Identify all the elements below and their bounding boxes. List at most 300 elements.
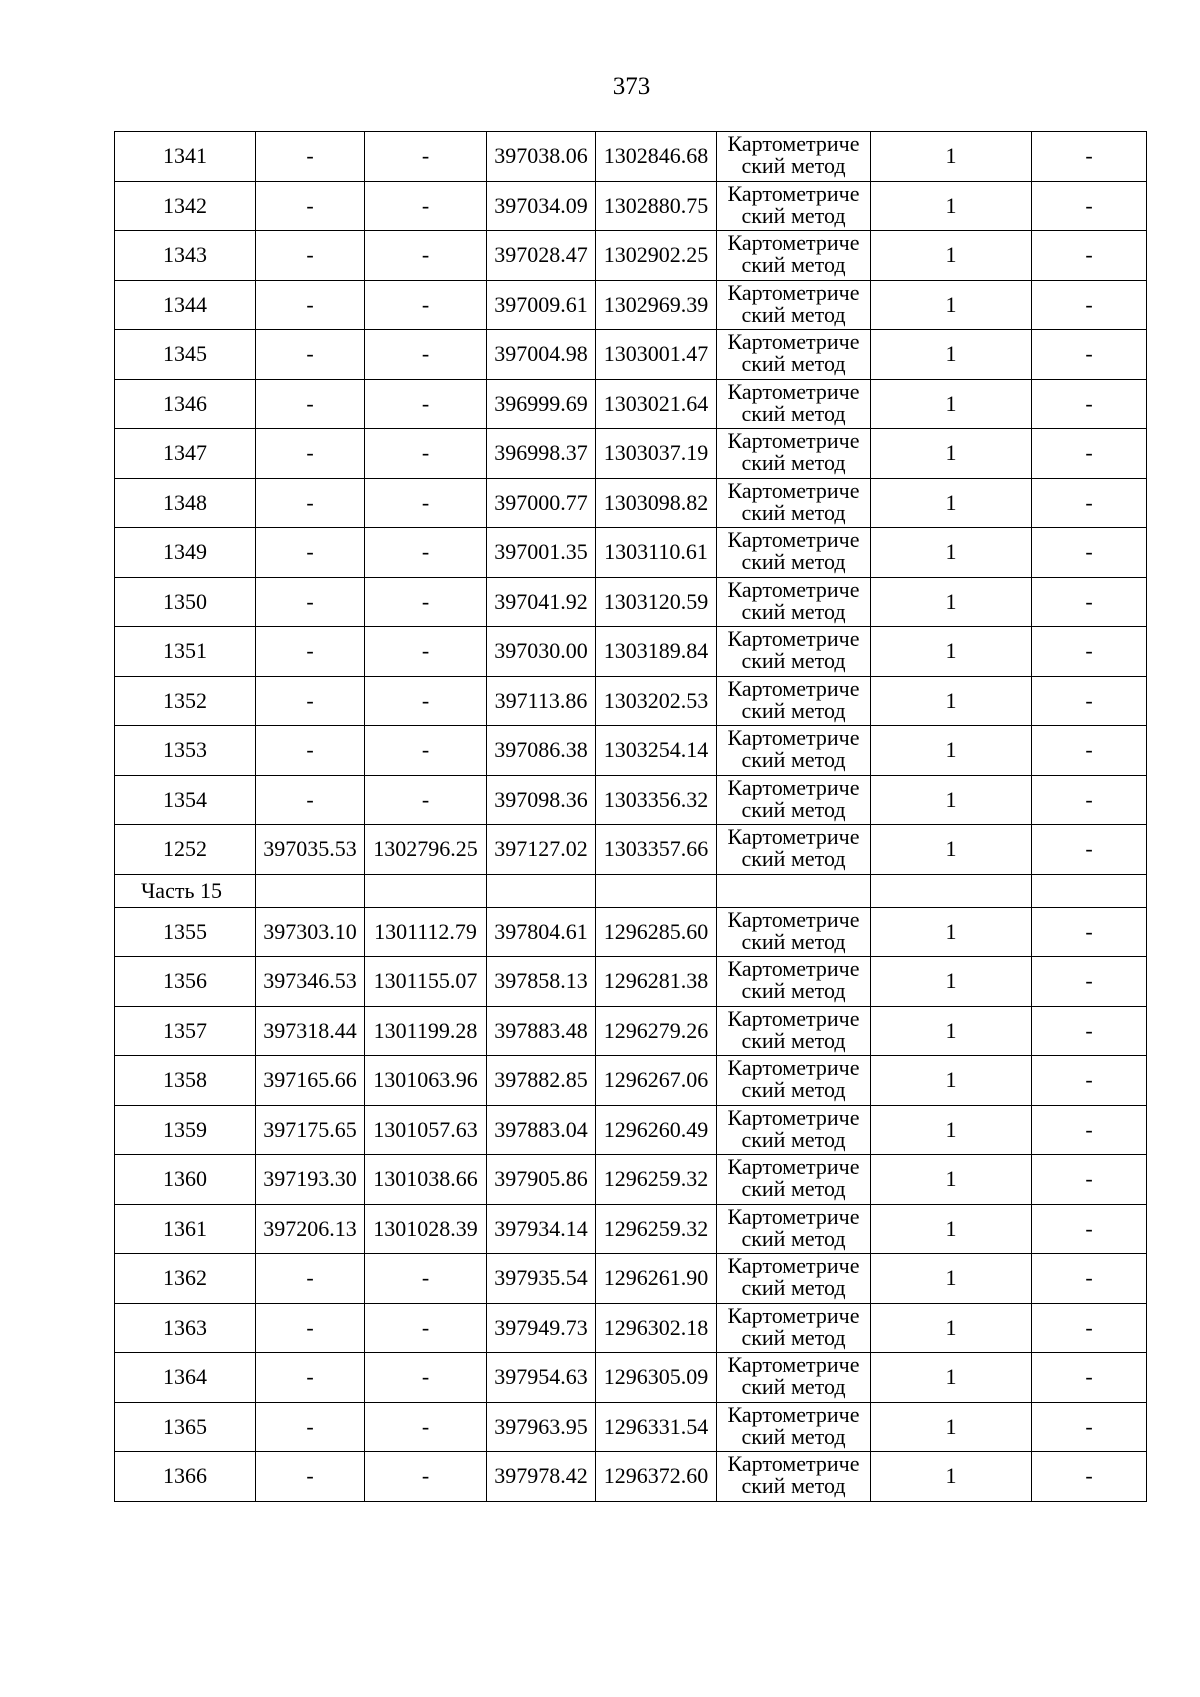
- existing-y-cell: 1301028.39: [365, 1204, 487, 1254]
- method-cell: [717, 1452, 871, 1502]
- method-line-1: Картометриче: [727, 907, 860, 932]
- new-x-cell: 397935.54: [487, 1254, 596, 1304]
- table-row: [115, 726, 1147, 776]
- method-line-1: Картометриче: [727, 1154, 860, 1179]
- existing-y-cell: 1301063.96: [365, 1056, 487, 1106]
- method-line-2: ский метод: [741, 500, 846, 525]
- note-cell: -: [1032, 280, 1147, 330]
- new-y-cell: 1303098.82: [596, 478, 717, 528]
- new-y-cell: 1296331.54: [596, 1402, 717, 1452]
- method-line-1: Картометриче: [727, 1402, 860, 1427]
- method-cell: [717, 1254, 871, 1304]
- existing-x-cell: -: [256, 1353, 365, 1403]
- existing-x-cell: -: [256, 181, 365, 231]
- existing-y-cell: -: [365, 1452, 487, 1502]
- existing-y-cell: -: [365, 181, 487, 231]
- note-cell: -: [1032, 231, 1147, 281]
- new-x-cell: 397882.85: [487, 1056, 596, 1106]
- existing-y-cell: -: [365, 1303, 487, 1353]
- note-cell: -: [1032, 1056, 1147, 1106]
- new-x-cell: 397113.86: [487, 676, 596, 726]
- method-line-1: Картометриче: [727, 1006, 860, 1031]
- table-row: [115, 1204, 1147, 1254]
- method-cell: [717, 330, 871, 380]
- method-cell: [717, 726, 871, 776]
- new-x-cell: 397883.04: [487, 1105, 596, 1155]
- table-row: [115, 1006, 1147, 1056]
- point-number-cell: 1364: [115, 1353, 256, 1403]
- method-line-2: ский метод: [741, 1226, 846, 1251]
- table-body: [115, 132, 1147, 1502]
- method-line-1: Картометриче: [727, 280, 860, 305]
- table-row: [115, 825, 1147, 875]
- point-number-cell: 1252: [115, 825, 256, 875]
- existing-x-cell: -: [256, 330, 365, 380]
- new-y-cell: 1296305.09: [596, 1353, 717, 1403]
- new-x-cell: 397009.61: [487, 280, 596, 330]
- new-y-cell: 1296279.26: [596, 1006, 717, 1056]
- existing-y-cell: -: [365, 379, 487, 429]
- note-cell: -: [1032, 379, 1147, 429]
- new-x-cell: 396999.69: [487, 379, 596, 429]
- existing-x-cell: -: [256, 379, 365, 429]
- new-x-cell: 397963.95: [487, 1402, 596, 1452]
- point-number-cell: 1363: [115, 1303, 256, 1353]
- point-number-cell: 1346: [115, 379, 256, 429]
- new-y-cell: 1303357.66: [596, 825, 717, 875]
- new-x-cell: 397041.92: [487, 577, 596, 627]
- new-y-cell: 1302846.68: [596, 132, 717, 182]
- method-cell: [717, 379, 871, 429]
- method-line-1: Картометриче: [727, 478, 860, 503]
- method-line-2: ский метод: [741, 797, 846, 822]
- existing-y-cell: 1301155.07: [365, 957, 487, 1007]
- new-y-cell: 1302969.39: [596, 280, 717, 330]
- method-cell: [717, 1402, 871, 1452]
- existing-y-cell: -: [365, 627, 487, 677]
- existing-y-cell: -: [365, 726, 487, 776]
- method-cell: [717, 1353, 871, 1403]
- accuracy-cell: 1: [871, 726, 1032, 776]
- existing-x-cell: -: [256, 1303, 365, 1353]
- existing-y-cell: -: [365, 330, 487, 380]
- point-number-cell: 1347: [115, 429, 256, 479]
- accuracy-cell: 1: [871, 231, 1032, 281]
- point-number-cell: 1360: [115, 1155, 256, 1205]
- method-line-1: Картометриче: [727, 775, 860, 800]
- point-number-cell: 1361: [115, 1204, 256, 1254]
- new-x-cell: 397001.35: [487, 528, 596, 578]
- method-line-1: Картометриче: [727, 1451, 860, 1476]
- table-row: [115, 132, 1147, 182]
- point-number-cell: 1354: [115, 775, 256, 825]
- method-line-1: Картометриче: [727, 1055, 860, 1080]
- point-number-cell: 1356: [115, 957, 256, 1007]
- method-cell: [717, 627, 871, 677]
- table-row: [115, 957, 1147, 1007]
- table-row: [115, 577, 1147, 627]
- method-line-1: Картометриче: [727, 329, 860, 354]
- method-line-2: ский метод: [741, 1474, 846, 1498]
- method-cell: [717, 1155, 871, 1205]
- existing-y-cell: -: [365, 429, 487, 479]
- method-line-2: ский метод: [741, 649, 846, 673]
- point-number-cell: 1351: [115, 627, 256, 677]
- page-number: 373: [612, 73, 651, 100]
- point-number-cell: 1366: [115, 1452, 256, 1502]
- method-cell: [717, 231, 871, 281]
- point-number-cell: 1343: [115, 231, 256, 281]
- point-number-cell: 1352: [115, 676, 256, 726]
- method-line-1: Картометриче: [727, 577, 860, 602]
- new-x-cell: 397034.09: [487, 181, 596, 231]
- new-y-cell: 1303037.19: [596, 429, 717, 479]
- accuracy-cell: 1: [871, 1254, 1032, 1304]
- method-cell: [717, 577, 871, 627]
- empty-cell: [871, 874, 1032, 907]
- existing-x-cell: -: [256, 280, 365, 330]
- empty-cell: [487, 874, 596, 907]
- method-line-2: ский метод: [741, 302, 846, 327]
- method-cell: [717, 775, 871, 825]
- table-row: [115, 379, 1147, 429]
- new-y-cell: 1296259.32: [596, 1155, 717, 1205]
- empty-cell: [717, 874, 871, 907]
- new-y-cell: 1303110.61: [596, 528, 717, 578]
- point-number-cell: 1341: [115, 132, 256, 182]
- existing-x-cell: 397193.30: [256, 1155, 365, 1205]
- new-x-cell: 397905.86: [487, 1155, 596, 1205]
- method-line-2: ский метод: [741, 451, 846, 475]
- method-line-2: ский метод: [741, 1276, 846, 1300]
- method-line-1: Картометриче: [727, 1105, 860, 1130]
- new-y-cell: 1296302.18: [596, 1303, 717, 1353]
- existing-x-cell: -: [256, 528, 365, 578]
- point-number-cell: 1342: [115, 181, 256, 231]
- point-number-cell: 1345: [115, 330, 256, 380]
- accuracy-cell: 1: [871, 957, 1032, 1007]
- existing-x-cell: -: [256, 1402, 365, 1452]
- method-cell: [717, 478, 871, 528]
- existing-x-cell: 397346.53: [256, 957, 365, 1007]
- method-line-1: Картометриче: [727, 181, 860, 206]
- existing-x-cell: 397318.44: [256, 1006, 365, 1056]
- method-line-2: ский метод: [741, 550, 846, 574]
- note-cell: -: [1032, 330, 1147, 380]
- existing-y-cell: -: [365, 280, 487, 330]
- note-cell: -: [1032, 132, 1147, 182]
- method-line-1: Картометриче: [727, 725, 860, 750]
- note-cell: -: [1032, 726, 1147, 776]
- accuracy-cell: 1: [871, 429, 1032, 479]
- method-cell: [717, 957, 871, 1007]
- note-cell: -: [1032, 528, 1147, 578]
- point-number-cell: 1358: [115, 1056, 256, 1106]
- new-x-cell: 397954.63: [487, 1353, 596, 1403]
- note-cell: -: [1032, 478, 1147, 528]
- note-cell: -: [1032, 1402, 1147, 1452]
- point-number-cell: 1348: [115, 478, 256, 528]
- new-x-cell: 397883.48: [487, 1006, 596, 1056]
- table-row: [115, 1353, 1147, 1403]
- existing-x-cell: -: [256, 627, 365, 677]
- new-x-cell: 397004.98: [487, 330, 596, 380]
- new-x-cell: 397949.73: [487, 1303, 596, 1353]
- new-x-cell: 397086.38: [487, 726, 596, 776]
- note-cell: -: [1032, 429, 1147, 479]
- method-cell: [717, 528, 871, 578]
- section-row: [115, 874, 1147, 907]
- existing-y-cell: 1301199.28: [365, 1006, 487, 1056]
- table-row: [115, 231, 1147, 281]
- method-line-2: ский метод: [741, 979, 846, 1003]
- method-line-2: ский метод: [741, 1028, 846, 1053]
- method-line-1: Картометриче: [727, 1253, 860, 1278]
- new-y-cell: 1296285.60: [596, 907, 717, 957]
- point-number-cell: 1353: [115, 726, 256, 776]
- method-line-2: ский метод: [741, 352, 846, 376]
- accuracy-cell: 1: [871, 528, 1032, 578]
- table-row: [115, 1056, 1147, 1106]
- method-line-1: Картометриче: [727, 824, 860, 849]
- new-x-cell: 397127.02: [487, 825, 596, 875]
- method-line-1: Картометриче: [727, 131, 860, 156]
- note-cell: -: [1032, 1452, 1147, 1502]
- method-cell: [717, 1105, 871, 1155]
- note-cell: -: [1032, 627, 1147, 677]
- method-cell: [717, 429, 871, 479]
- accuracy-cell: 1: [871, 1402, 1032, 1452]
- point-number-cell: 1365: [115, 1402, 256, 1452]
- method-line-2: ский метод: [741, 1177, 846, 1201]
- section-label: Часть 15: [115, 874, 256, 907]
- accuracy-cell: 1: [871, 280, 1032, 330]
- empty-cell: [596, 874, 717, 907]
- note-cell: -: [1032, 907, 1147, 957]
- method-line-2: ский метод: [741, 154, 846, 178]
- table-row: [115, 1402, 1147, 1452]
- new-x-cell: 397038.06: [487, 132, 596, 182]
- method-line-2: ский метод: [741, 748, 846, 772]
- new-y-cell: 1296261.90: [596, 1254, 717, 1304]
- note-cell: -: [1032, 957, 1147, 1007]
- existing-y-cell: -: [365, 528, 487, 578]
- table-row: [115, 478, 1147, 528]
- point-number-cell: 1350: [115, 577, 256, 627]
- empty-cell: [1032, 874, 1147, 907]
- method-line-1: Картометриче: [727, 676, 860, 701]
- point-number-cell: 1359: [115, 1105, 256, 1155]
- new-x-cell: 397804.61: [487, 907, 596, 957]
- table-row: [115, 775, 1147, 825]
- method-line-1: Картометриче: [727, 626, 860, 651]
- new-y-cell: 1303021.64: [596, 379, 717, 429]
- accuracy-cell: 1: [871, 627, 1032, 677]
- new-y-cell: 1296267.06: [596, 1056, 717, 1106]
- note-cell: -: [1032, 181, 1147, 231]
- method-line-2: ский метод: [741, 1078, 846, 1102]
- existing-x-cell: -: [256, 231, 365, 281]
- existing-y-cell: 1302796.25: [365, 825, 487, 875]
- accuracy-cell: 1: [871, 676, 1032, 726]
- method-cell: [717, 181, 871, 231]
- method-cell: [717, 280, 871, 330]
- note-cell: -: [1032, 825, 1147, 875]
- method-line-1: Картометриче: [727, 1352, 860, 1377]
- accuracy-cell: 1: [871, 478, 1032, 528]
- existing-y-cell: -: [365, 676, 487, 726]
- accuracy-cell: 1: [871, 1452, 1032, 1502]
- new-y-cell: 1303202.53: [596, 676, 717, 726]
- method-line-2: ский метод: [741, 1375, 846, 1399]
- existing-y-cell: -: [365, 577, 487, 627]
- existing-x-cell: -: [256, 726, 365, 776]
- existing-x-cell: -: [256, 478, 365, 528]
- new-y-cell: 1303189.84: [596, 627, 717, 677]
- method-cell: [717, 1006, 871, 1056]
- new-x-cell: 397000.77: [487, 478, 596, 528]
- new-y-cell: 1296260.49: [596, 1105, 717, 1155]
- new-y-cell: 1296259.32: [596, 1204, 717, 1254]
- accuracy-cell: 1: [871, 1105, 1032, 1155]
- table-row: [115, 1254, 1147, 1304]
- new-x-cell: 397934.14: [487, 1204, 596, 1254]
- existing-y-cell: 1301038.66: [365, 1155, 487, 1205]
- note-cell: -: [1032, 1155, 1147, 1205]
- existing-x-cell: 397303.10: [256, 907, 365, 957]
- accuracy-cell: 1: [871, 1006, 1032, 1056]
- point-number-cell: 1362: [115, 1254, 256, 1304]
- accuracy-cell: 1: [871, 577, 1032, 627]
- existing-y-cell: -: [365, 1353, 487, 1403]
- existing-y-cell: 1301112.79: [365, 907, 487, 957]
- method-line-1: Картометриче: [727, 379, 860, 404]
- new-x-cell: 397028.47: [487, 231, 596, 281]
- note-cell: -: [1032, 1105, 1147, 1155]
- new-x-cell: 397098.36: [487, 775, 596, 825]
- accuracy-cell: 1: [871, 775, 1032, 825]
- method-cell: [717, 1056, 871, 1106]
- new-y-cell: 1303356.32: [596, 775, 717, 825]
- accuracy-cell: 1: [871, 1056, 1032, 1106]
- table-row: [115, 1303, 1147, 1353]
- empty-cell: [365, 874, 487, 907]
- table-row: [115, 907, 1147, 957]
- method-line-1: Картометриче: [727, 230, 860, 255]
- method-line-2: ский метод: [741, 698, 846, 723]
- method-line-2: ский метод: [741, 847, 846, 871]
- existing-x-cell: -: [256, 577, 365, 627]
- note-cell: -: [1032, 1254, 1147, 1304]
- existing-y-cell: -: [365, 478, 487, 528]
- table-row: [115, 1452, 1147, 1502]
- accuracy-cell: 1: [871, 1204, 1032, 1254]
- point-number-cell: 1349: [115, 528, 256, 578]
- new-y-cell: 1296281.38: [596, 957, 717, 1007]
- table-row: [115, 627, 1147, 677]
- method-cell: [717, 1303, 871, 1353]
- existing-x-cell: -: [256, 1452, 365, 1502]
- existing-x-cell: 397175.65: [256, 1105, 365, 1155]
- method-cell: [717, 1204, 871, 1254]
- new-x-cell: 397978.42: [487, 1452, 596, 1502]
- table-row: [115, 1155, 1147, 1205]
- table-row: [115, 429, 1147, 479]
- table-row: [115, 528, 1147, 578]
- accuracy-cell: 1: [871, 330, 1032, 380]
- accuracy-cell: 1: [871, 379, 1032, 429]
- note-cell: -: [1032, 1353, 1147, 1403]
- note-cell: -: [1032, 577, 1147, 627]
- note-cell: -: [1032, 676, 1147, 726]
- method-line-1: Картометриче: [727, 527, 860, 552]
- new-y-cell: 1303254.14: [596, 726, 717, 776]
- accuracy-cell: 1: [871, 132, 1032, 182]
- existing-x-cell: -: [256, 429, 365, 479]
- coordinates-table: [114, 131, 1147, 1502]
- method-line-2: ский метод: [741, 1424, 846, 1449]
- method-line-2: ский метод: [741, 599, 846, 624]
- new-y-cell: 1302880.75: [596, 181, 717, 231]
- new-y-cell: 1302902.25: [596, 231, 717, 281]
- method-line-2: ский метод: [741, 929, 846, 954]
- existing-x-cell: -: [256, 132, 365, 182]
- accuracy-cell: 1: [871, 907, 1032, 957]
- table-row: [115, 330, 1147, 380]
- new-y-cell: 1303001.47: [596, 330, 717, 380]
- accuracy-cell: 1: [871, 1303, 1032, 1353]
- table-row: [115, 181, 1147, 231]
- method-line-2: ский метод: [741, 1325, 846, 1350]
- method-cell: [717, 132, 871, 182]
- new-x-cell: 396998.37: [487, 429, 596, 479]
- method-line-2: ский метод: [741, 203, 846, 228]
- method-line-2: ский метод: [741, 1127, 846, 1152]
- method-line-1: Картометриче: [727, 1303, 860, 1328]
- method-line-2: ский метод: [741, 401, 846, 426]
- method-line-1: Картометриче: [727, 956, 860, 981]
- existing-y-cell: -: [365, 1254, 487, 1304]
- existing-x-cell: -: [256, 676, 365, 726]
- accuracy-cell: 1: [871, 1155, 1032, 1205]
- existing-y-cell: -: [365, 775, 487, 825]
- method-line-2: ский метод: [741, 253, 846, 277]
- existing-y-cell: -: [365, 132, 487, 182]
- note-cell: -: [1032, 1204, 1147, 1254]
- table-row: [115, 1105, 1147, 1155]
- existing-x-cell: 397206.13: [256, 1204, 365, 1254]
- new-x-cell: 397858.13: [487, 957, 596, 1007]
- existing-x-cell: 397165.66: [256, 1056, 365, 1106]
- table-row: [115, 280, 1147, 330]
- method-cell: [717, 676, 871, 726]
- method-line-1: Картометриче: [727, 428, 860, 453]
- existing-x-cell: 397035.53: [256, 825, 365, 875]
- method-line-1: Картометриче: [727, 1204, 860, 1229]
- accuracy-cell: 1: [871, 181, 1032, 231]
- note-cell: -: [1032, 1006, 1147, 1056]
- existing-x-cell: -: [256, 1254, 365, 1304]
- new-y-cell: 1296372.60: [596, 1452, 717, 1502]
- accuracy-cell: 1: [871, 825, 1032, 875]
- note-cell: -: [1032, 1303, 1147, 1353]
- point-number-cell: 1357: [115, 1006, 256, 1056]
- point-number-cell: 1355: [115, 907, 256, 957]
- new-x-cell: 397030.00: [487, 627, 596, 677]
- method-cell: [717, 825, 871, 875]
- existing-x-cell: -: [256, 775, 365, 825]
- existing-y-cell: -: [365, 1402, 487, 1452]
